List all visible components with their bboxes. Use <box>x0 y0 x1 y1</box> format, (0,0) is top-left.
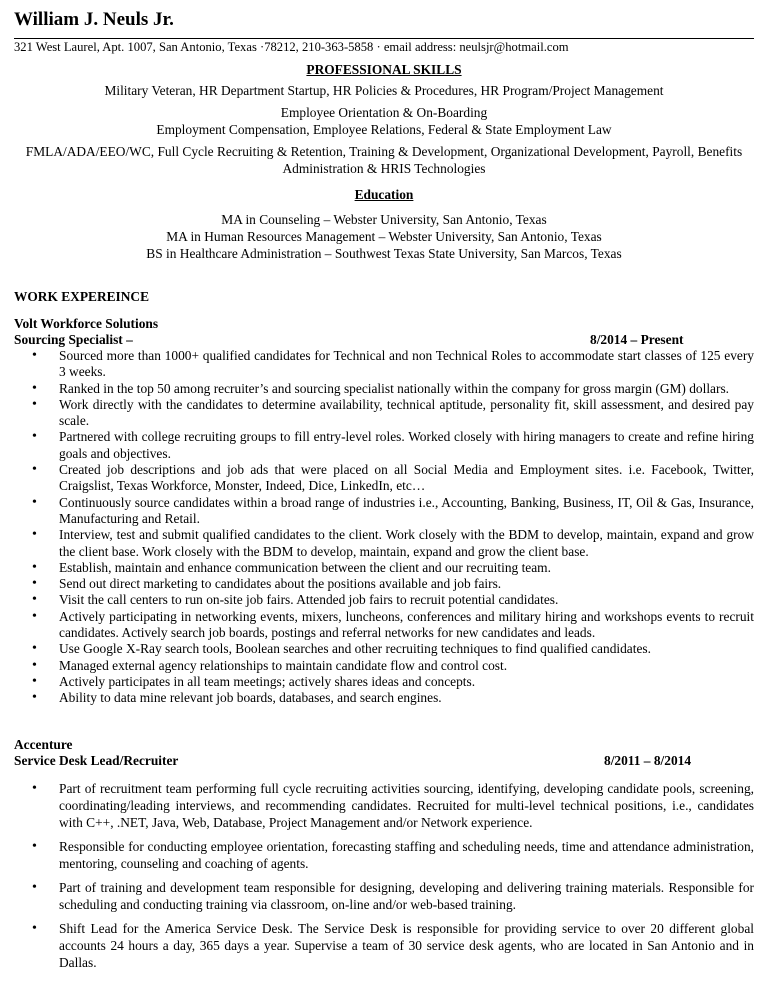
job-title: Sourcing Specialist – <box>14 332 133 347</box>
list-item: • Managed external agency relationships to maintain candidate flow and control cost. <box>32 658 754 674</box>
list-item: • Actively participating in networking events, mixers, luncheons, conferences and military hiring and workshops events to recruit candidates. Actively search job boards, postings and referral networks for new candidates and leads. <box>32 609 754 642</box>
list-item: • Shift Lead for the America Service Desk. The Service Desk is responsible for providing service to over 20 different global accounts 24 hours a day, 365 days a year. Supervise a team of 30 service desk agents, who are located in San Antonio and in Dallas. <box>32 920 754 971</box>
education-line: BS in Healthcare Administration – Southwest Texas State University, San Marcos, Texas <box>146 246 622 261</box>
job-bullet-list <box>32 348 754 707</box>
list-item: • Created job descriptions and job ads that were placed on all Social Media and Employment sites. i.e. Facebook, Twitter, Craigslist, Texas Workforce, Monster, Indeed, Dice, LinkedIn, etc… <box>32 462 754 495</box>
list-item: • Visit the call centers to run on-site job fairs. Attended job fairs to recruit potential candidates. <box>32 592 754 608</box>
list-item: • Ability to data mine relevant job boards, databases, and search engines. <box>32 690 754 706</box>
candidate-name: William J. Neuls Jr. <box>14 9 174 30</box>
list-item: • Ranked in the top 50 among recruiter’s and sourcing specialist nationally within the company for gross margin (GM) dollars. <box>32 381 754 397</box>
list-item: • Partnered with college recruiting groups to fill entry-level roles. Worked closely with hiring managers to create and refine hiring goals and objectives. <box>32 429 754 462</box>
company-name: Volt Workforce Solutions <box>14 316 159 331</box>
list-item: • Work directly with the candidates to determine availability, technical aptitude, personality fit, skill assessment, and desired pay scale. <box>32 397 754 430</box>
education-line: MA in Counseling – Webster University, San Antonio, Texas <box>221 212 547 227</box>
list-item: • Part of recruitment team performing full cycle recruiting activities sourcing, identifying, developing candidate pools, screening, coordinating/leading interviews, and recommending candidates. Recruited for multi-level technical positions, i.e., candidates with C++, .NET, Java, Web, Database, Project Management and/or Network experience. <box>32 780 754 831</box>
list-item: • Use Google X-Ray search tools, Boolean searches and other recruiting techniques to find qualified candidates. <box>32 641 754 657</box>
list-item: • Continuously source candidates within a broad range of industries i.e., Accounting, Banking, Business, IT, Oil & Gas, Insurance, Manufacturing and Retail. <box>32 495 754 528</box>
list-item: • Part of training and development team responsible for designing, developing and delivering training materials. Responsible for scheduling and conducting training via classroom, on-line and/or web-based training. <box>32 879 754 913</box>
list-item: • Actively participates in all team meetings; actively shares ideas and concepts. <box>32 674 754 690</box>
list-item: • Establish, maintain and enhance communication between the client and our recruiting team. <box>32 560 754 576</box>
job-dates: 8/2011 – 8/2014 <box>604 753 692 768</box>
company-name: Accenture <box>14 737 73 752</box>
skills-heading: PROFESSIONAL SKILLS <box>306 62 462 77</box>
contact-line: 321 West Laurel, Apt. 1007, San Antonio, Texas ·78212, 210-363-5858 · email address: neulsjr@hotmail.com <box>14 40 569 54</box>
skills-line: Employment Compensation, Employee Relations, Federal & State Employment Law <box>156 122 612 137</box>
skills-line: Employee Orientation & On-Boarding <box>280 105 488 120</box>
header-rule <box>14 38 754 39</box>
job-title: Service Desk Lead/Recruiter <box>14 753 179 768</box>
list-item: • Responsible for conducting employee orientation, forecasting staffing and scheduling needs, time and attendance administration, mentoring, counseling and coaching of agents. <box>32 838 754 872</box>
skills-line: Military Veteran, HR Department Startup, HR Policies & Procedures, HR Program/Project Management <box>104 83 664 98</box>
education-heading: Education <box>354 187 414 202</box>
skills-line: FMLA/ADA/EEO/WC, Full Cycle Recruiting & Retention, Training & Development, Organizational Development, Payroll, Benefits Administration & HRIS Technologies <box>25 144 743 176</box>
work-heading: WORK EXPEREINCE <box>14 289 150 304</box>
job-bullet-list <box>32 780 754 978</box>
list-item: • Sourced more than 1000+ qualified candidates for Technical and non Technical Roles to accommodate start classes of 125 every 3 weeks. <box>32 348 754 381</box>
list-item: • Interview, test and submit qualified candidates to the client. Work closely with the BDM to develop, maintain, expand and grow the client base. Work closely with the BDM to develop, maintain, expand and grow the client base. <box>32 527 754 560</box>
list-item: • Send out direct marketing to candidates about the positions available and job fairs. <box>32 576 754 592</box>
education-line: MA in Human Resources Management – Webster University, San Antonio, Texas <box>166 229 602 244</box>
job-dates: 8/2014 – Present <box>590 332 684 347</box>
